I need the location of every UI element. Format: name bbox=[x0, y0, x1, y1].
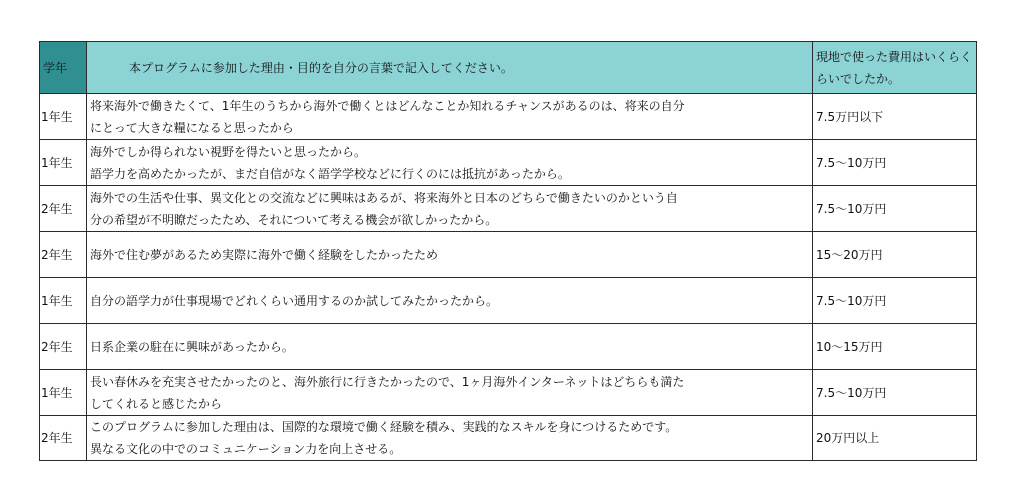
grade-cell: 1年生 bbox=[40, 140, 87, 186]
cost-cell: 7.5〜10万円 bbox=[813, 370, 977, 416]
table-row bbox=[40, 94, 977, 140]
reason-text-line: 語学力を高めたかったが、まだ自信がなく語学学校などに行くのには抵抗があったから。 bbox=[90, 166, 570, 181]
grade-cell: 2年生 bbox=[40, 186, 87, 232]
table-row bbox=[40, 370, 977, 416]
grade-cell: 2年生 bbox=[40, 416, 87, 461]
reason-text-line: 分の希望が不明瞭だったため、それについて考える機会が欲しかったから。 bbox=[90, 212, 498, 227]
table-body bbox=[40, 94, 977, 461]
cost-cell: 7.5〜10万円 bbox=[813, 186, 977, 232]
reason-text-line: 将来海外で働きたくて、1年生のうちから海外で働くとはどんなことか知れるチャンスがあるのは、将来の自分 bbox=[90, 98, 685, 113]
reason-cell bbox=[87, 186, 813, 232]
table-row bbox=[40, 278, 977, 324]
table-row bbox=[40, 232, 977, 278]
reason-cell bbox=[87, 278, 813, 324]
cost-cell: 7.5万円以下 bbox=[813, 94, 977, 140]
reason-cell bbox=[87, 416, 813, 461]
reason-cell bbox=[87, 94, 813, 140]
reason-cell bbox=[87, 370, 813, 416]
reason-text-line: 海外での生活や仕事、異文化との交流などに興味はあるが、将来海外と日本のどちらで働きたいのかという自 bbox=[90, 190, 678, 205]
reason-cell bbox=[87, 140, 813, 186]
table-row bbox=[40, 186, 977, 232]
grade-column-header: 学年 bbox=[40, 42, 87, 94]
reason-text-line: してくれると感じたから bbox=[90, 396, 223, 411]
cost-cell: 7.5〜10万円 bbox=[813, 278, 977, 324]
reason-text-line: 異なる文化の中でのコミュニケーション力を向上させる。 bbox=[90, 442, 402, 456]
table-row bbox=[40, 416, 977, 461]
cost-cell: 15〜20万円 bbox=[813, 232, 977, 278]
header-row bbox=[40, 42, 977, 94]
reason-cell bbox=[87, 232, 813, 278]
cost-cell: 10〜15万円 bbox=[813, 324, 977, 370]
grade-cell: 2年生 bbox=[40, 324, 87, 370]
reason-text-line: 海外で住む夢があるため実際に海外で働く経験をしたかったため bbox=[90, 247, 439, 262]
reason-text-line: 海外でしか得られない視野を得たいと思ったから。 bbox=[90, 144, 367, 159]
reason-column-header: 本プログラムに参加した理由・目的を自分の言葉で記入してください。 bbox=[87, 42, 813, 94]
table-row bbox=[40, 324, 977, 370]
reason-text-line: 日系企業の駐在に興味があったから。 bbox=[90, 339, 294, 354]
reason-text-line: にとって大きな糧になると思ったから bbox=[90, 120, 294, 135]
reason-cell bbox=[87, 324, 813, 370]
table-header bbox=[40, 42, 977, 94]
grade-cell: 1年生 bbox=[40, 94, 87, 140]
grade-cell: 2年生 bbox=[40, 232, 87, 278]
cost-cell: 20万円以上 bbox=[813, 416, 977, 461]
cost-column-header: 現地で使った費用はいくらくらいでしたか。 bbox=[813, 42, 977, 94]
table-row bbox=[40, 140, 977, 186]
cost-cell: 7.5〜10万円 bbox=[813, 140, 977, 186]
survey-results-table bbox=[39, 41, 977, 461]
grade-cell: 1年生 bbox=[40, 278, 87, 324]
grade-cell: 1年生 bbox=[40, 370, 87, 416]
reason-text-line: このプログラムに参加した理由は、国際的な環境で働く経験を積み、実践的なスキルを身につけるためです。 bbox=[90, 420, 678, 434]
reason-text-line: 長い春休みを充実させたかったのと、海外旅行に行きたかったので、1ヶ月海外インターネットはどちらも満た bbox=[90, 374, 685, 389]
reason-text-line: 自分の語学力が仕事現場でどれくらい通用するのか試してみたかったから。 bbox=[90, 293, 499, 308]
